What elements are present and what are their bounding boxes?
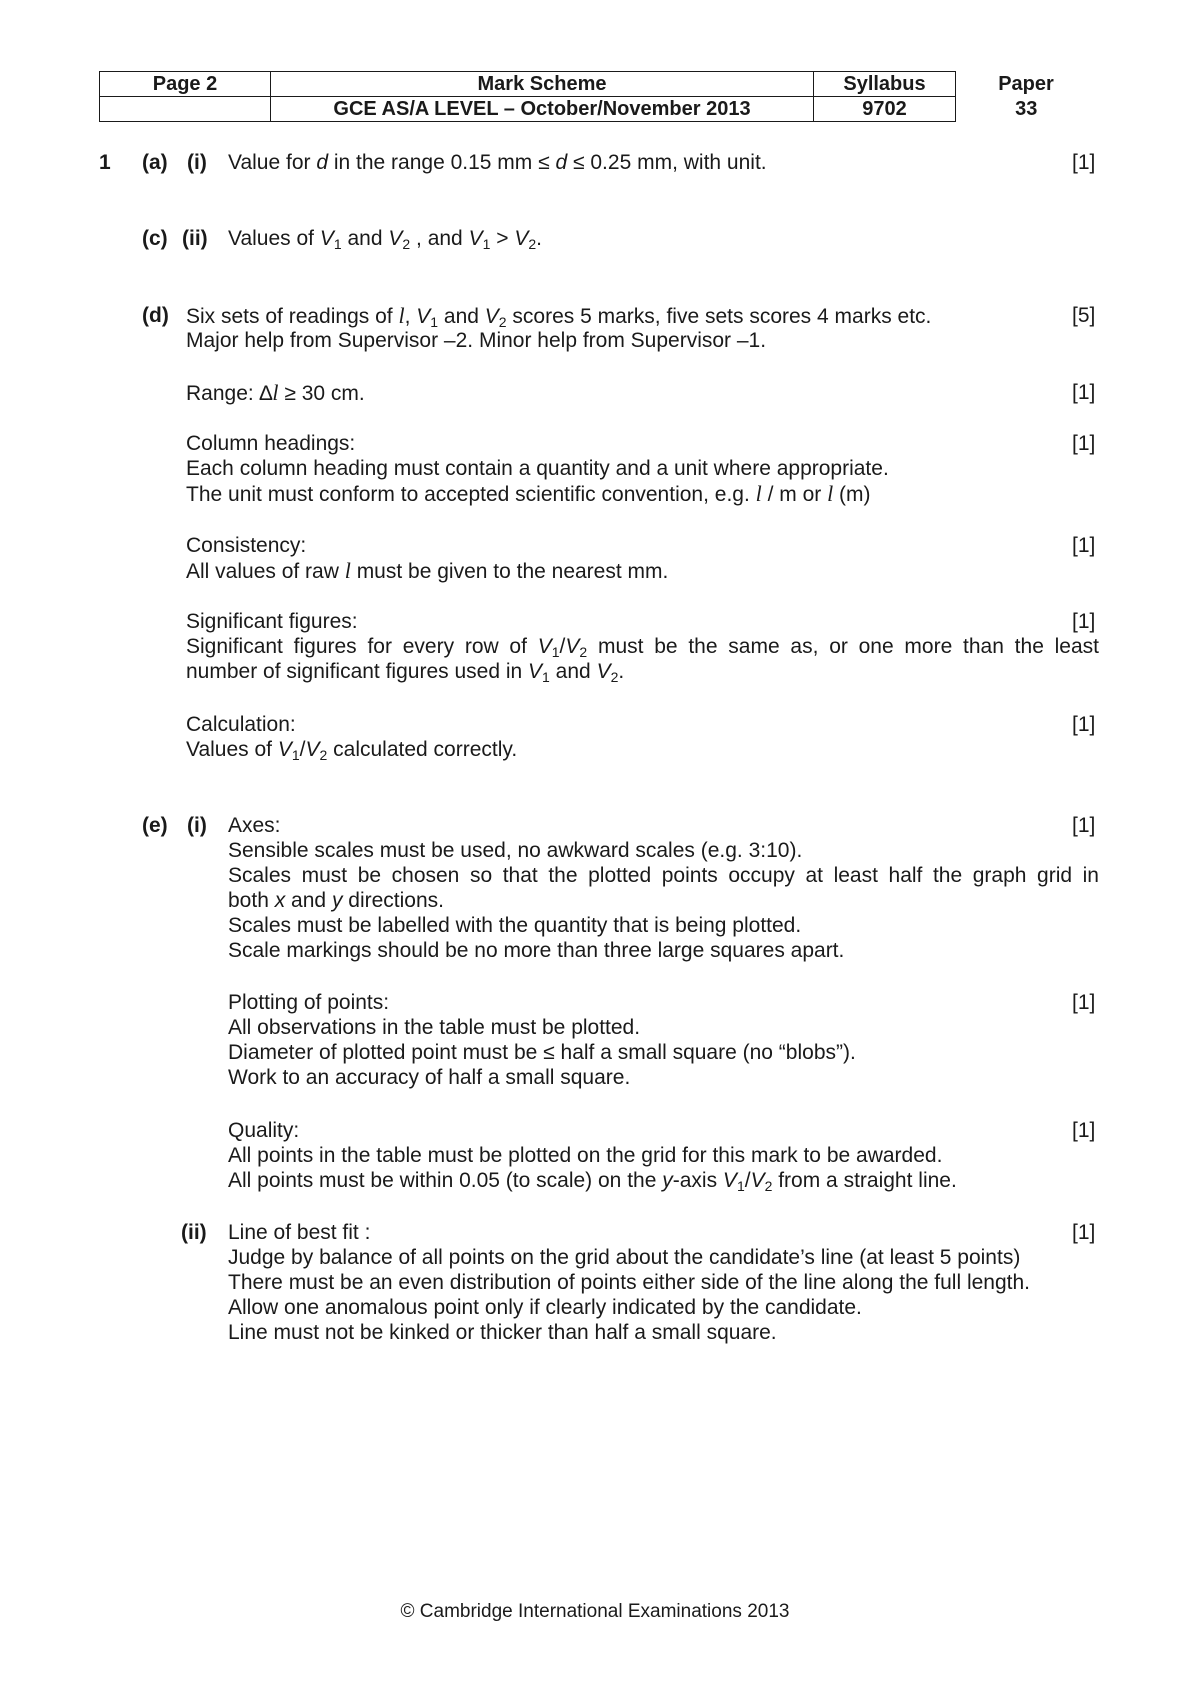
column-headings-title: Column headings: <box>186 432 356 455</box>
best-fit-title: Line of best fit : <box>228 1221 371 1244</box>
quality-mark: [1] <box>1072 1119 1096 1142</box>
plotting-line1: All observations in the table must be plotted. <box>228 1016 641 1039</box>
best-fit-line1: Judge by balance of all points on the grid about the candidate’s line (at least 5 points) <box>228 1246 1021 1269</box>
part-a-text: Value for d in the range 0.15 mm ≤ d ≤ 0.25 mm, with unit. <box>228 151 767 174</box>
empty-cell <box>100 97 271 122</box>
axes-line4: Scales must be labelled with the quantity that is being plotted. <box>228 914 802 937</box>
axes-mark: [1] <box>1072 814 1096 837</box>
sigfig-mark: [1] <box>1072 610 1096 633</box>
plotting-title: Plotting of points: <box>228 991 390 1014</box>
syllabus-cell: 9702 <box>814 97 956 122</box>
quality-line2: All points must be within 0.05 (to scale) on the y-axis $V_1/V_2$ from a straight line. <box>228 1169 957 1194</box>
quality-line1: All points in the table must be plotted on the grid for this mark to be awarded. <box>228 1144 943 1167</box>
axes-line2: Scales must be chosen so that the plotted points occupy at least half the graph grid in <box>228 864 1099 887</box>
part-c-sub-label: (ii) <box>182 227 208 250</box>
calculation-mark: [1] <box>1072 713 1096 736</box>
paper-cell: 33 <box>1015 98 1038 120</box>
part-e-sub-ii-label: (ii) <box>181 1221 207 1244</box>
plotting-line2: Diameter of plotted point must be ≤ half a small square (no “blobs”). <box>228 1041 856 1064</box>
question-number: 1 <box>99 151 111 174</box>
axes-line1: Sensible scales must be used, no awkward scales (e.g. 3:10). <box>228 839 803 862</box>
header-table <box>99 71 1097 122</box>
part-c-label: (c) <box>142 227 168 250</box>
column-headings-line1: Each column heading must contain a quantity and a unit where appropriate. <box>186 457 889 480</box>
calculation-text: Values of $V_1/V_2$ calculated correctly. <box>186 738 518 763</box>
readings-text: Six sets of readings of l, $V_1$ and $V_2$ scores 5 marks, five sets scores 4 marks etc. <box>186 303 932 330</box>
consistency-title: Consistency: <box>186 534 307 557</box>
help-text: Major help from Supervisor –2. Minor help from Supervisor –1. <box>186 329 767 352</box>
best-fit-line4: Line must not be kinked or thicker than half a small square. <box>228 1321 777 1344</box>
sigfig-title: Significant figures: <box>186 610 358 633</box>
readings-mark: [5] <box>1072 304 1096 327</box>
syllabus-label-cell: Syllabus <box>814 72 956 97</box>
part-a-mark: [1] <box>1072 151 1096 174</box>
sigfig-line1: Significant figures for every row of $V_1/V_2$ must be the same as, or one more than the least <box>186 635 1099 659</box>
part-e-label: (e) <box>142 814 168 837</box>
quality-title: Quality: <box>228 1119 300 1142</box>
subtitle-cell: GCE AS/A LEVEL – October/November 2013 <box>271 97 814 122</box>
column-headings-mark: [1] <box>1072 432 1096 455</box>
axes-line5: Scale markings should be no more than three large squares apart. <box>228 939 845 962</box>
plotting-line3: Work to an accuracy of half a small square. <box>228 1066 631 1089</box>
best-fit-mark: [1] <box>1072 1221 1096 1244</box>
consistency-text: All values of raw l must be given to the nearest mm. <box>186 558 669 583</box>
sigfig-line2: number of significant figures used in $V_1$ and $V_2$. <box>186 660 625 685</box>
consistency-mark: [1] <box>1072 534 1096 557</box>
range-mark: [1] <box>1072 381 1096 404</box>
best-fit-line3: Allow one anomalous point only if clearly indicated by the candidate. <box>228 1296 862 1319</box>
footer-copyright: © Cambridge International Examinations 2013 <box>400 1601 790 1622</box>
axes-title: Axes: <box>228 814 281 837</box>
part-a-label: (a) <box>142 151 168 174</box>
range-text: Range: ∆l ≥ 30 cm. <box>186 380 365 405</box>
part-c-text: Values of $V_1$ and $V_2$ , and $V_1 > V_2$. <box>228 227 542 252</box>
range-label: Range: <box>186 382 254 405</box>
plotting-mark: [1] <box>1072 991 1096 1014</box>
axes-line3: both x and y directions. <box>228 889 444 912</box>
part-a-sub-label: (i) <box>187 151 207 174</box>
column-headings-line2: The unit must conform to accepted scientific convention, e.g. l / m or l (m) <box>186 481 871 506</box>
page-cell: Page 2 <box>100 72 271 97</box>
best-fit-line2: There must be an even distribution of points either side of the line along the full length. <box>228 1271 1030 1294</box>
title-cell: Mark Scheme <box>271 72 814 97</box>
paper-label-cell: Paper <box>998 73 1054 95</box>
part-d-label: (d) <box>142 304 169 327</box>
calculation-title: Calculation: <box>186 713 296 736</box>
part-e-sub-i-label: (i) <box>187 814 207 837</box>
